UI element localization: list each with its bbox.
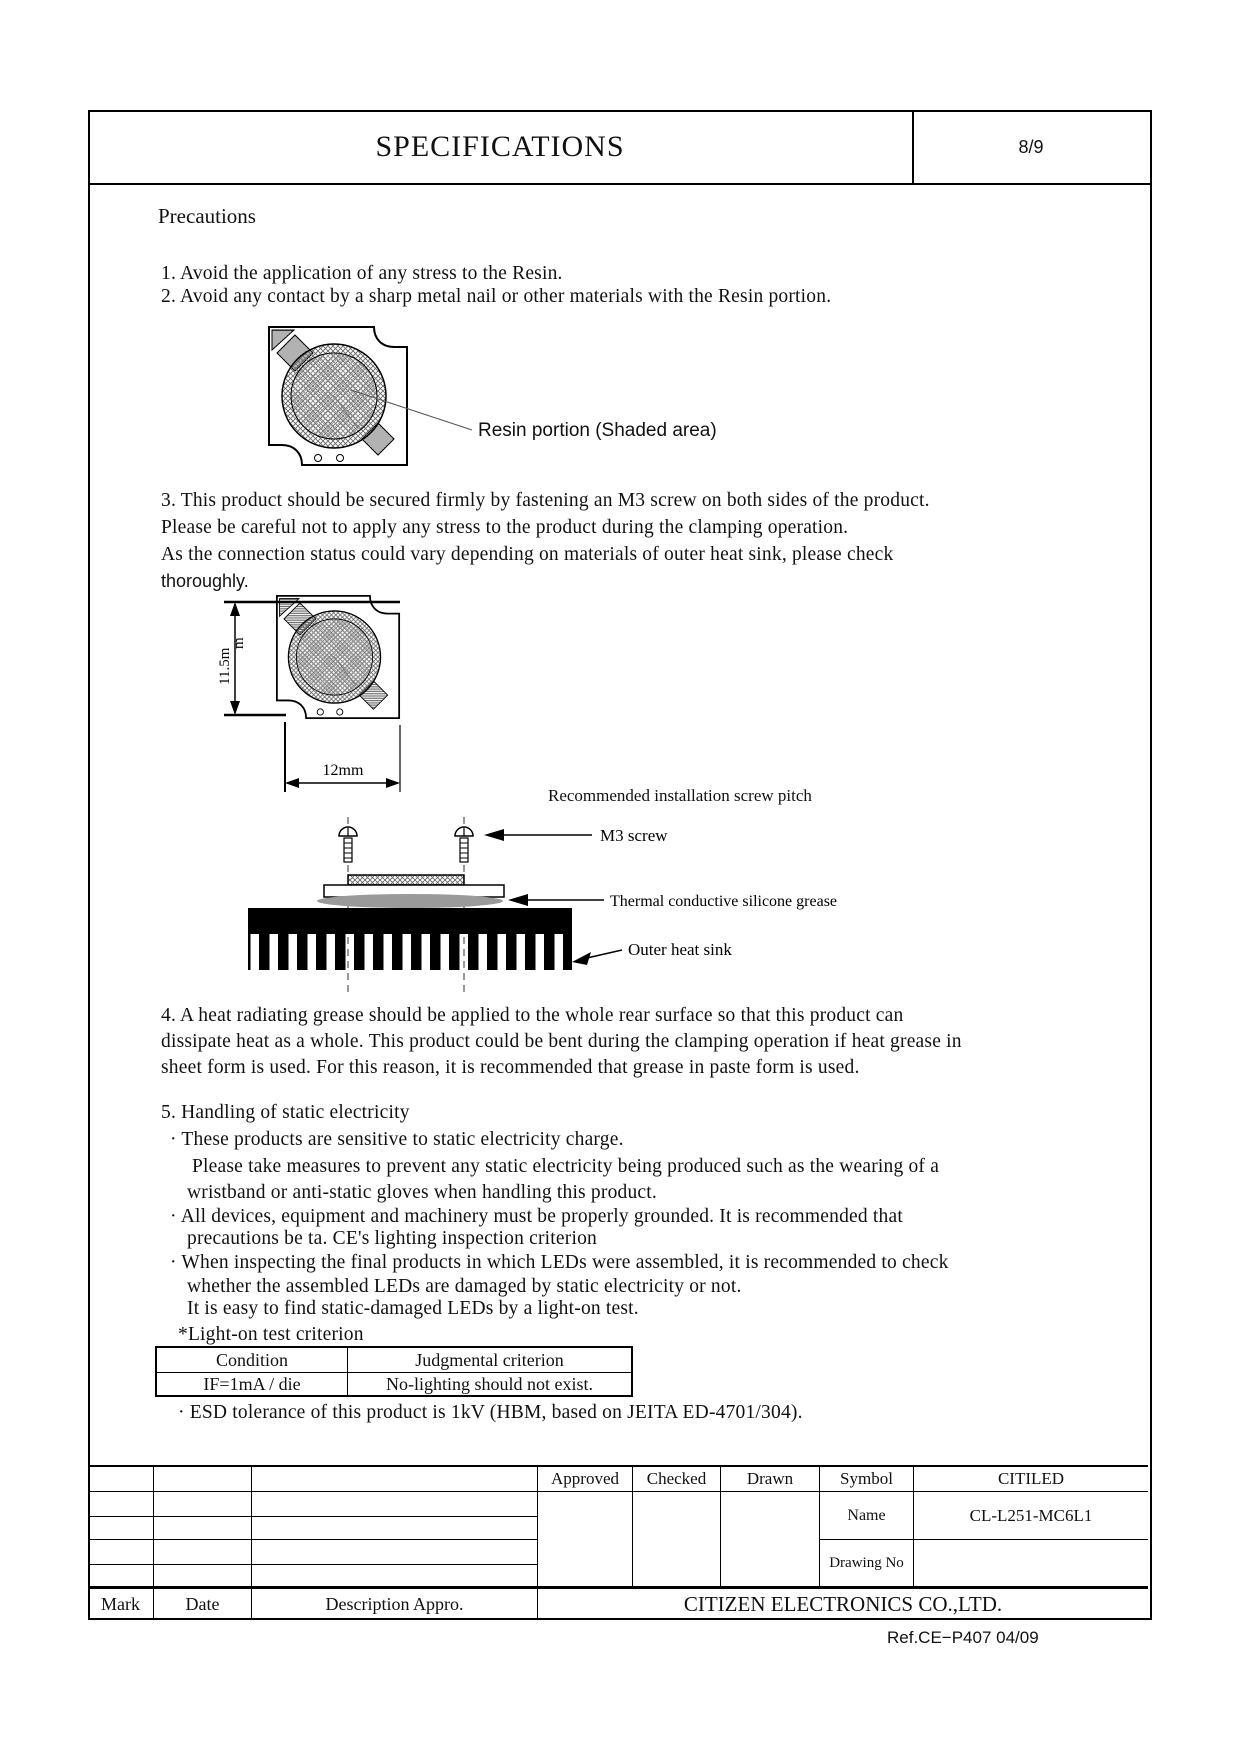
precautions-heading: Precautions: [158, 204, 256, 228]
item5-line6: · When inspecting the final products in which LEDs were assembled, it is recommended to check: [170, 1252, 949, 1273]
tb-company-name: CITIZEN ELECTRONICS CO.,LTD.: [538, 1587, 1148, 1620]
precaution-item-5-heading: 5. Handling of static electricity: [161, 1102, 410, 1123]
resin-package-diagram: [268, 326, 478, 471]
tb-name-label: Name: [820, 1492, 914, 1540]
precaution-item-4-line3: sheet form is used. For this reason, it is recommended that grease in paste form is used.: [161, 1057, 860, 1078]
tb-blank-row: [154, 1565, 252, 1587]
tb-date-label: Date: [154, 1587, 252, 1620]
tb-mark-label: Mark: [88, 1587, 154, 1620]
m3-screw-right: [455, 827, 473, 862]
item5-line7: whether the assembled LEDs are damaged by static electricity or not.: [187, 1276, 742, 1297]
precaution-item-3-line1: 3. This product should be secured firmly by fastening an M3 screw on both sides of the product.: [161, 490, 930, 511]
tb-blank-row: [154, 1517, 252, 1540]
tb-blank: [154, 1467, 252, 1492]
tb-blank-row: [88, 1492, 154, 1517]
precaution-item-2: 2. Avoid any contact by a sharp metal nail or other materials with the Resin portion.: [161, 286, 832, 307]
precaution-item-4-line2: dissipate heat as a whole. This product could be bent during the clamping operation if heat grease in: [161, 1031, 962, 1052]
tb-name-value: CL-L251-MC6L1: [914, 1492, 1148, 1540]
tb-drawing-no-label: Drawing No: [820, 1540, 914, 1587]
m3-screw-label: M3 screw: [600, 826, 668, 845]
tb-blank-row: [154, 1540, 252, 1565]
page-number: 8/9: [1018, 137, 1044, 158]
dim-height-label2: m: [231, 637, 247, 649]
tb-blank-row: [252, 1517, 538, 1540]
esd-note: · ESD tolerance of this product is 1kV (HBM, based on JEITA ED-4701/304).: [178, 1402, 803, 1423]
tb-drawn-header: Drawn: [721, 1467, 820, 1492]
tb-checked-header: Checked: [633, 1467, 721, 1492]
item5-line5: precautions be ta. CE's lighting inspection criterion: [187, 1228, 597, 1249]
header-separator: [88, 183, 1150, 185]
m3-screw-left: [339, 827, 357, 862]
dim-height-label: 11.5m: [217, 647, 233, 685]
tb-blank: [88, 1467, 154, 1492]
precaution-item-3-line2: Please be careful not to apply any stress to the product during the clamping operation.: [161, 517, 849, 538]
tb-blank-row: [252, 1540, 538, 1565]
test-table-condition-value: IF=1mA / die: [156, 1373, 348, 1397]
mounting-assembly-diagram: [240, 810, 890, 1005]
test-table-col2-header: Judgmental criterion: [348, 1347, 633, 1373]
light-on-test-table: [155, 1346, 633, 1397]
dimension-diagram: [195, 585, 455, 805]
heatsink-label: Outer heat sink: [628, 940, 732, 959]
screw-pitch-label: Recommended installation screw pitch: [548, 786, 812, 805]
item5-line2: Please take measures to prevent any static electricity being produced such as the wearing of a: [192, 1156, 940, 1177]
tb-blank-row: [88, 1565, 154, 1587]
dim-width-label: 12mm: [322, 762, 364, 779]
tb-description-label: Description Appro.: [252, 1587, 538, 1620]
tb-drawn-cell: [721, 1492, 820, 1587]
test-table-col1-header: Condition: [156, 1347, 348, 1373]
test-table-criterion-value: No-lighting should not exist.: [348, 1373, 633, 1397]
tb-drawing-no-value: [914, 1540, 1148, 1587]
precaution-item-3-line4: thoroughly.: [161, 571, 249, 591]
precaution-item-4-line1: 4. A heat radiating grease should be applied to the whole rear surface so that this product can: [161, 1005, 904, 1026]
product-resin-strip: [348, 875, 464, 885]
tb-blank-row: [252, 1492, 538, 1517]
precaution-item-3-line3: As the connection status could vary depending on materials of outer heat sink, please check: [161, 544, 894, 565]
tb-brand: CITILED: [914, 1467, 1148, 1492]
tb-blank: [252, 1467, 538, 1492]
tb-blank-row: [154, 1492, 252, 1517]
title-block-table: [88, 1465, 1148, 1620]
tb-approved-header: Approved: [538, 1467, 633, 1492]
grease-label: Thermal conductive silicone grease: [610, 893, 838, 910]
item5-line1: · These products are sensitive to static electricity charge.: [170, 1129, 624, 1150]
precaution-item-1: 1. Avoid the application of any stress to the Resin.: [161, 263, 563, 284]
heatsink-fins: [248, 934, 572, 970]
item5-line3: wristband or anti-static gloves when handling this product.: [187, 1182, 657, 1203]
item5-line8: It is easy to find static-damaged LEDs by a light-on test.: [187, 1298, 639, 1319]
page-title: SPECIFICATIONS: [375, 130, 625, 164]
silicone-grease: [317, 894, 503, 908]
tb-symbol-header: Symbol: [820, 1467, 914, 1492]
tb-blank-row: [88, 1517, 154, 1540]
tb-checked-cell: [633, 1492, 721, 1587]
light-on-test-caption: *Light-on test criterion: [178, 1324, 364, 1345]
heatsink-base: [248, 908, 572, 934]
tb-blank-row: [88, 1540, 154, 1565]
tb-blank-row: [252, 1565, 538, 1587]
ref-note: Ref.CE−P407 04/09: [887, 1628, 1039, 1647]
resin-portion-label: Resin portion (Shaded area): [478, 420, 717, 441]
tb-approved-cell: [538, 1492, 633, 1587]
item5-line4: · All devices, equipment and machinery must be properly grounded. It is recommended that: [170, 1206, 903, 1227]
